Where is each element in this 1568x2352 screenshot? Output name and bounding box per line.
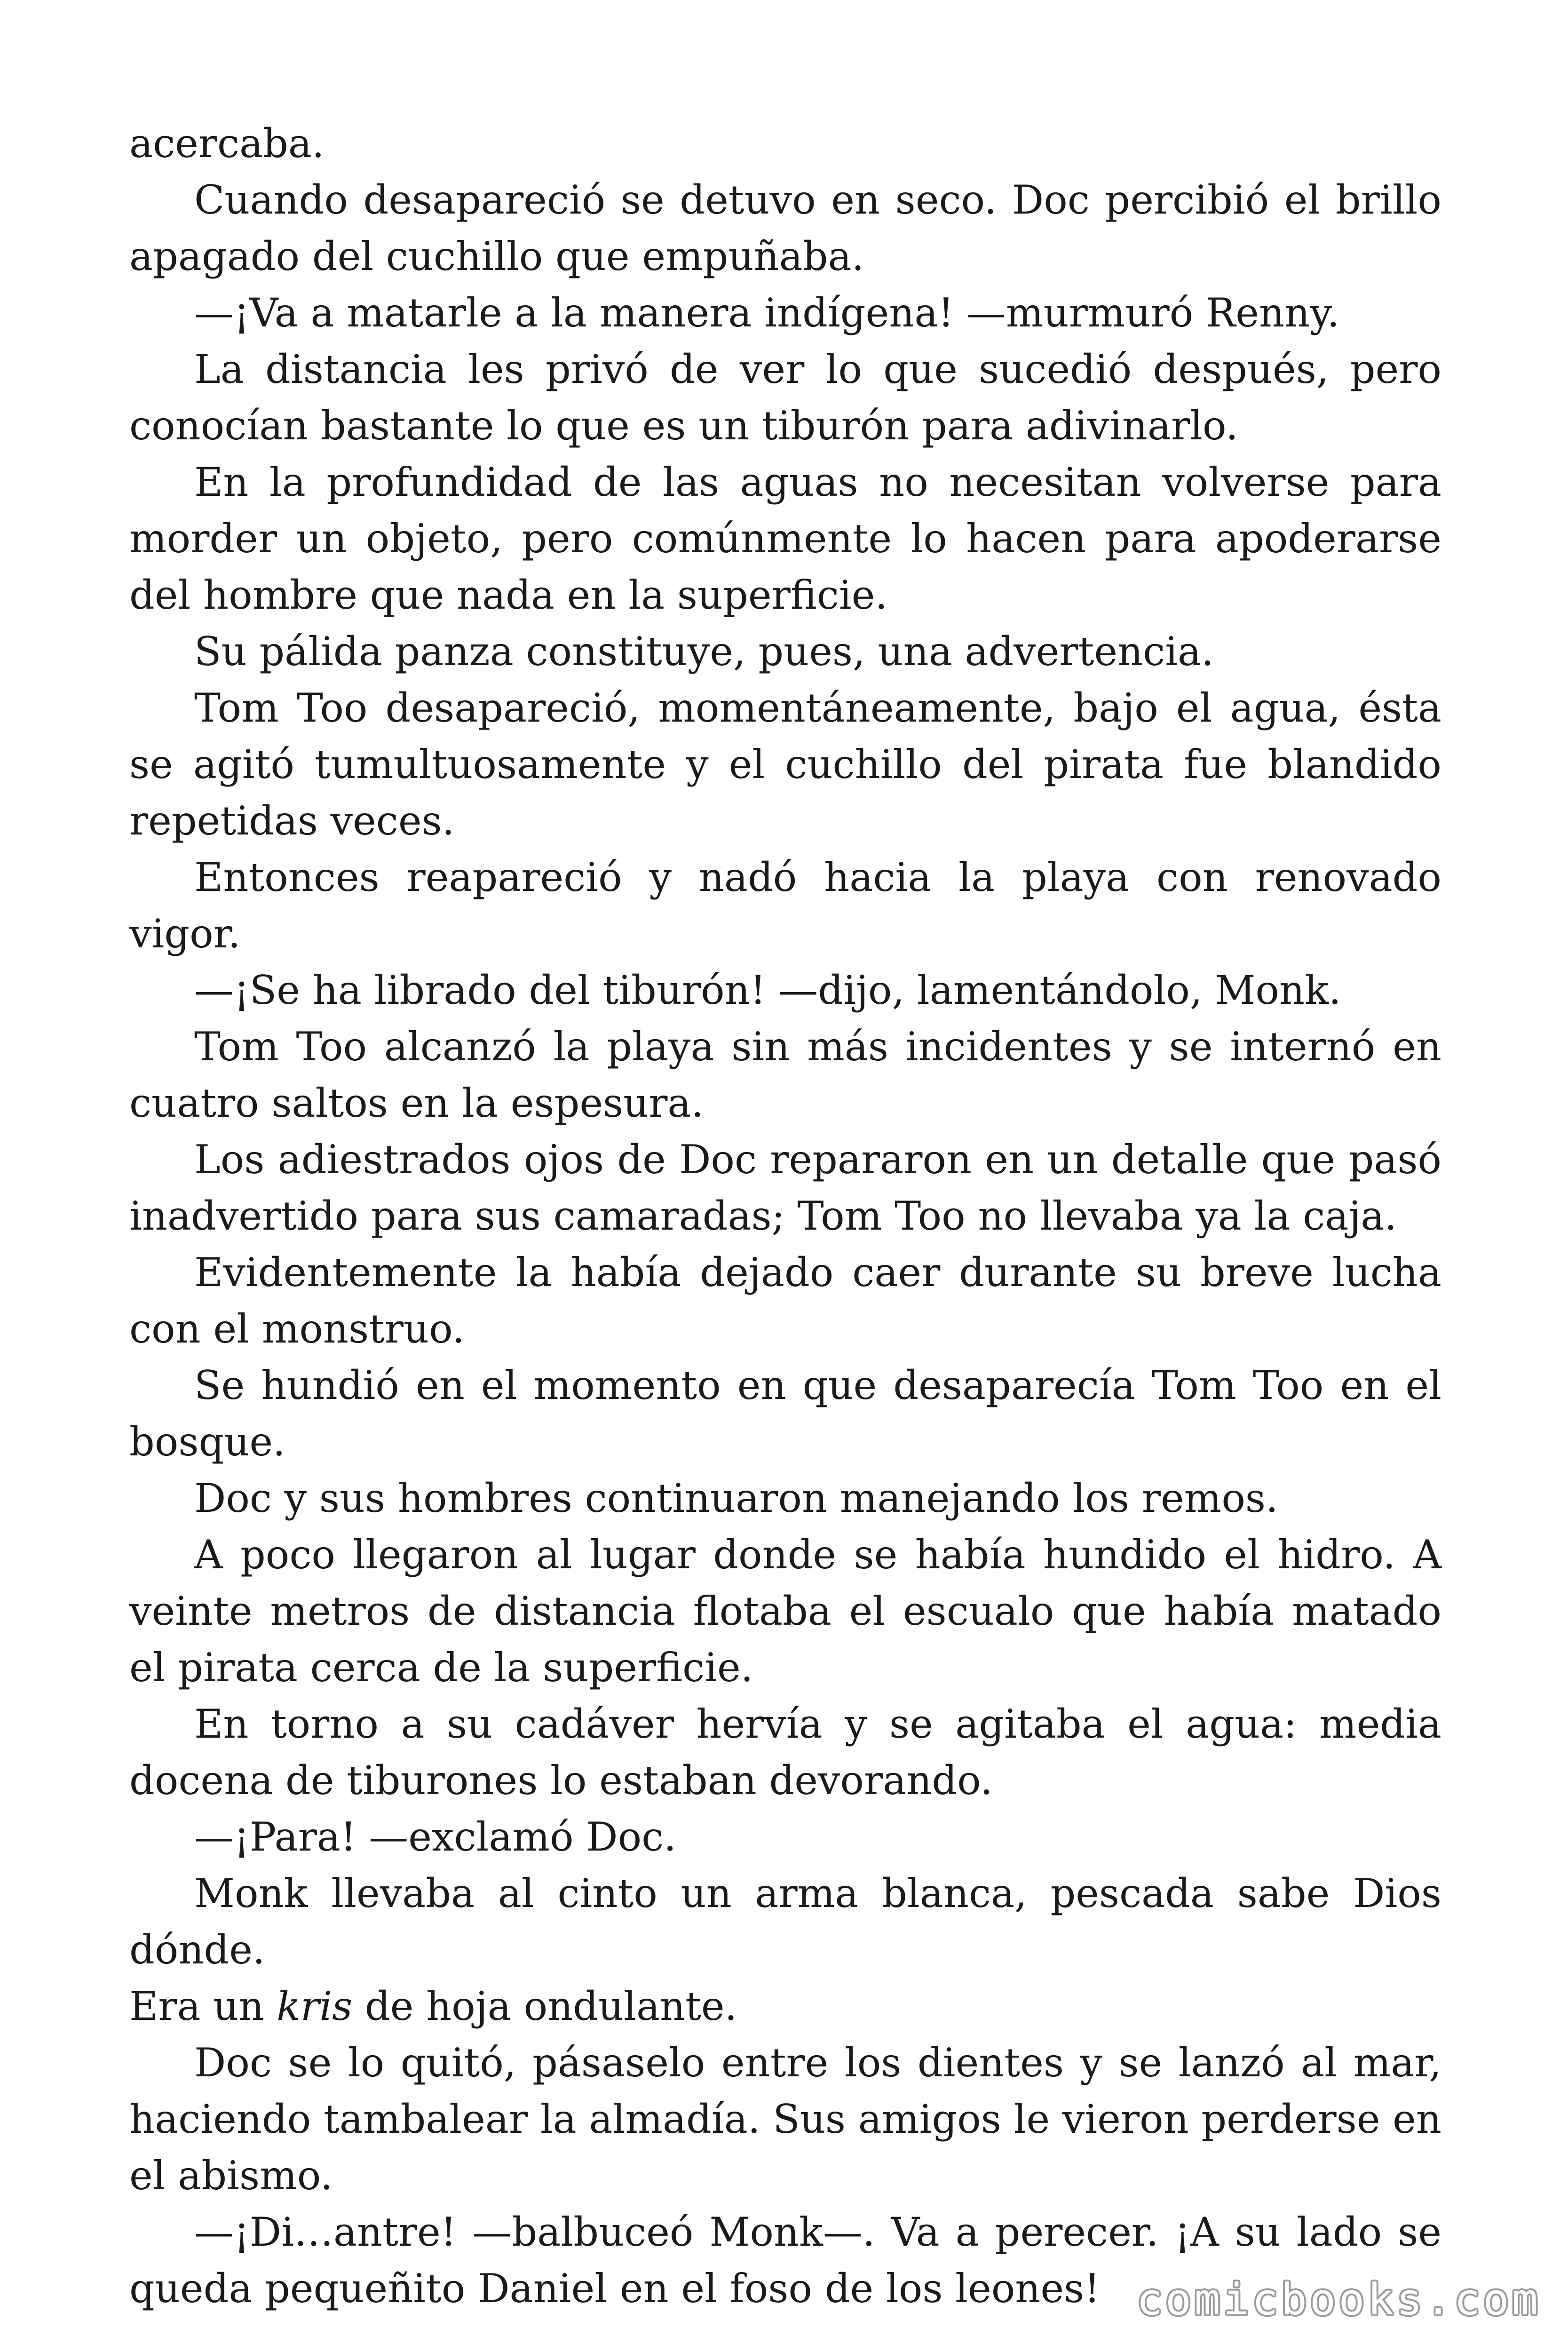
paragraph: —¡Para! —exclamó Doc.	[194, 1814, 676, 1860]
paragraph: acercaba.	[129, 120, 325, 167]
paragraph: Doc se lo quitó, pásaselo entre los dientes y se lanzó al mar, haciendo tambalear la almadía. Sus amigos le vieron perderse en el abismo.	[129, 2040, 1441, 2199]
paragraph: —¡Di…antre! —balbuceó Monk—. Va a perecer. ¡A su lado se queda pequeñito Daniel en el foso de los leones!	[129, 2209, 1441, 2312]
book-page	[129, 115, 1441, 2317]
paragraph: Los adiestrados ojos de Doc repararon en un detalle que pasó inadvertido para sus camaradas; Tom Too no llevaba ya la caja.	[129, 1136, 1441, 1239]
sentence-text: de hoja ondulante.	[352, 1983, 737, 2029]
paragraph: Tom Too desapareció, momentáneamente, bajo el agua, ésta se agitó tumultuosamente y el cuchillo del pirata fue blandido repetidas veces.	[129, 685, 1441, 844]
sentence-text: Era un	[129, 1983, 277, 2029]
paragraph: —¡Va a matarle a la manera indígena! —murmuró Renny.	[194, 290, 1340, 336]
paragraph: Doc y sus hombres continuaron manejando los remos.	[194, 1475, 1278, 1521]
paragraph: En la profundidad de las aguas no necesitan volverse para morder un objeto, pero comúnmente lo hacen para apoderarse del hombre que nada en la superficie.	[129, 459, 1441, 618]
paragraph: Entonces reapareció y nadó hacia la playa con renovado vigor.	[129, 854, 1441, 957]
paragraph: En torno a su cadáver hervía y se agitaba el agua: media docena de tiburones lo estaban devorando.	[129, 1701, 1441, 1804]
watermark: comicbooks.com	[1136, 2274, 1541, 2325]
paragraph: Su pálida panza constituye, pues, una advertencia.	[194, 628, 1214, 675]
sentence-text: Monk llevaba al cinto un arma blanca, pescada sabe Dios dónde.	[129, 1870, 1441, 1973]
paragraph: A poco llegaron al lugar donde se había hundido el hidro. A veinte metros de distancia flotaba el escualo que había matado el pirata cerca de la superficie.	[129, 1532, 1441, 1691]
paragraph: Tom Too alcanzó la playa sin más incidentes y se internó en cuatro saltos en la espesura.	[129, 1024, 1441, 1126]
paragraph: Evidentemente la había dejado caer durante su breve lucha con el monstruo.	[129, 1249, 1441, 1352]
paragraph: La distancia les privó de ver lo que sucedió después, pero conocían bastante lo que es un tiburón para adivinarlo.	[129, 346, 1441, 449]
paragraph: —¡Se ha librado del tiburón! —dijo, lamentándolo, Monk.	[194, 967, 1341, 1013]
paragraph	[129, 1865, 1441, 2034]
paragraph: Cuando desapareció se detuvo en seco. Doc percibió el brillo apagado del cuchillo que empuñaba.	[129, 177, 1441, 279]
italic-term: kris	[277, 1983, 353, 2029]
paragraph: Se hundió en el momento en que desaparecía Tom Too en el bosque.	[129, 1362, 1441, 1465]
